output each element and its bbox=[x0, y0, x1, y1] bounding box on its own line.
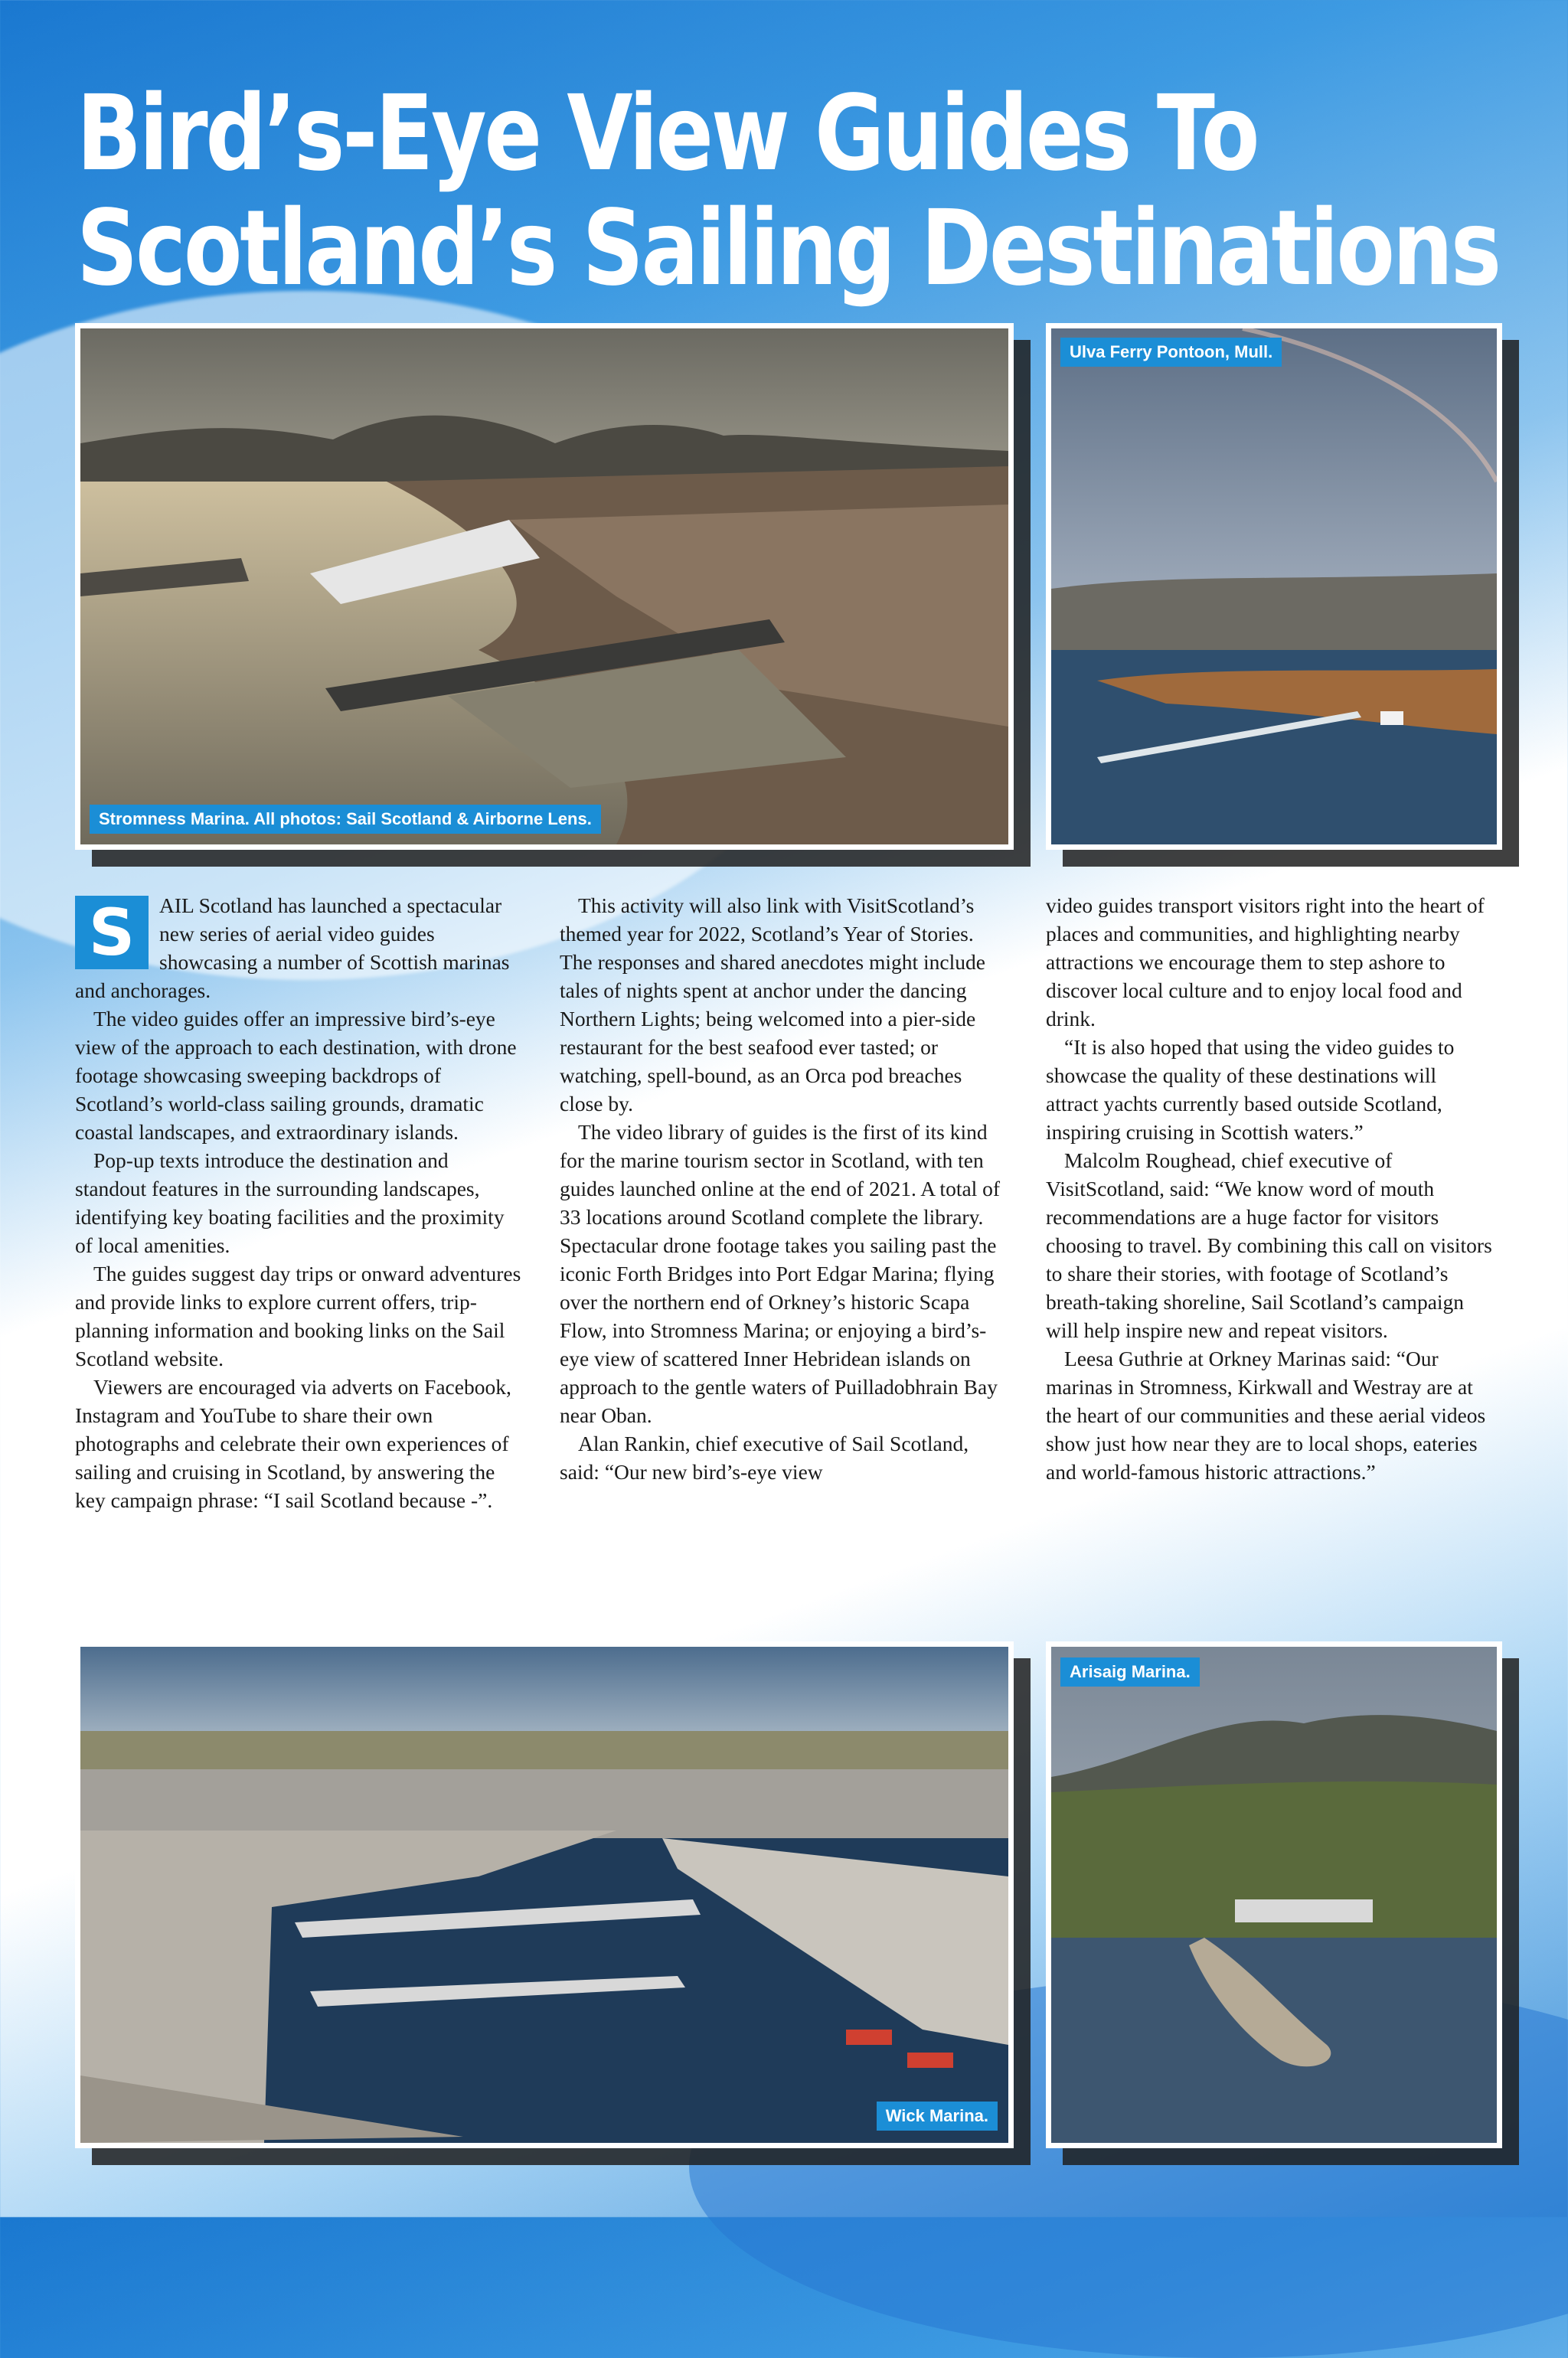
wick-caption: Wick Marina. bbox=[877, 2102, 998, 2131]
title-line-2: Scotland’s Sailing Destinations bbox=[77, 188, 1499, 309]
arisaig-marina-image bbox=[1051, 1647, 1497, 2143]
paragraph: Malcolm Roughead, chief executive of VisitScotland, said: “We know word of mouth recommendations are a huge factor for visitors choosing to travel. By combining this call on visitors to share their stories, with footage of Scotland’s breath-taking shoreline, Sail Scotland’s campaign will help inspire new and repeat visitors. bbox=[1046, 1148, 1492, 1342]
stromness-marina-image bbox=[80, 328, 1008, 844]
paragraph: The video library of guides is the first of its kind for the marine tourism sector in Scotland, with ten guides launched online at the end of 2021. A total of 33 locations around Scotland complete the library. Spectacular drone footage takes you sailing past the iconic Forth Bridges into Port Edgar Marina; flying over the northern end of Orkney’s historic Scapa Flow, into Stromness Marina; or enjoying a bird’s-eye view of scattered Inner Hebridean islands on approach to the gentle waters of Puilladobhrain Bay near Oban. bbox=[560, 1120, 1001, 1427]
paragraph: This activity will also link with VisitScotland’s themed year for 2022, Scotland’s Year of Stories. The responses and shared anecdotes might include tales of nights spent at anchor under the dancing Northern Lights; being welcomed into a pier-side restaurant for the best seafood ever tasted; or watching, spell-bound, as an Orca pod breaches close by. bbox=[560, 893, 985, 1115]
paragraph: “It is also hoped that using the video guides to showcase the quality of these destinations will attract yachts currently based outside Scotland, inspiring cruising in Scottish waters.” bbox=[1046, 1035, 1455, 1144]
page-title bbox=[77, 73, 1499, 309]
article-column-3 bbox=[1046, 891, 1494, 1486]
ulva-ferry-pontoon-photo bbox=[1046, 323, 1502, 850]
ulva-ferry-image bbox=[1051, 328, 1497, 844]
article-column-1 bbox=[75, 891, 523, 1514]
wick-marina-photo bbox=[75, 1641, 1014, 2148]
arisaig-caption: Arisaig Marina. bbox=[1060, 1657, 1200, 1687]
stromness-marina-photo bbox=[75, 323, 1014, 850]
drop-cap: S bbox=[75, 896, 149, 969]
paragraph: AIL Scotland has launched a spectacular new series of aerial video guides showcasing a number of Scottish marinas and anchorages. bbox=[75, 893, 510, 1002]
paragraph: Leesa Guthrie at Orkney Marinas said: “Our marinas in Stromness, Kirkwall and Westray are at the heart of our communities and these aerial videos show just how near they are to local shops, eateries and world-famous historic attractions.” bbox=[1046, 1347, 1486, 1484]
wick-marina-image bbox=[80, 1647, 1008, 2143]
paragraph: The video guides offer an impressive bird’s-eye view of the approach to each destination, with drone footage showcasing sweeping backdrops of Scotland’s world-class sailing grounds, dramatic coastal landscapes, and extraordinary islands. bbox=[75, 1007, 517, 1144]
paragraph: Alan Rankin, chief executive of Sail Scotland, said: “Our new bird’s-eye view bbox=[560, 1432, 969, 1484]
stromness-caption: Stromness Marina. All photos: Sail Scotland & Airborne Lens. bbox=[90, 805, 601, 834]
paragraph: Pop-up texts introduce the destination and standout features in the surrounding landscapes, identifying key boating facilities and the proximity of local amenities. bbox=[75, 1148, 505, 1257]
paragraph: Viewers are encouraged via adverts on Facebook, Instagram and YouTube to share their own photographs and celebrate their own experiences of sailing and cruising in Scotland, by answering the key campaign phrase: “I sail Scotland because -”. bbox=[75, 1375, 511, 1512]
title-line-1: Bird’s-Eye View Guides To bbox=[77, 73, 1258, 194]
paragraph: video guides transport visitors right into the heart of places and communities, and highlighting nearby attractions we encourage them to step ashore to discover local culture and to enjoy local food and drink. bbox=[1046, 893, 1485, 1030]
ulva-caption: Ulva Ferry Pontoon, Mull. bbox=[1060, 338, 1282, 367]
article-column-2 bbox=[560, 891, 1008, 1486]
arisaig-marina-photo bbox=[1046, 1641, 1502, 2148]
paragraph: The guides suggest day trips or onward adventures and provide links to explore current offers, trip-planning information and booking links on the Sail Scotland website. bbox=[75, 1262, 521, 1370]
